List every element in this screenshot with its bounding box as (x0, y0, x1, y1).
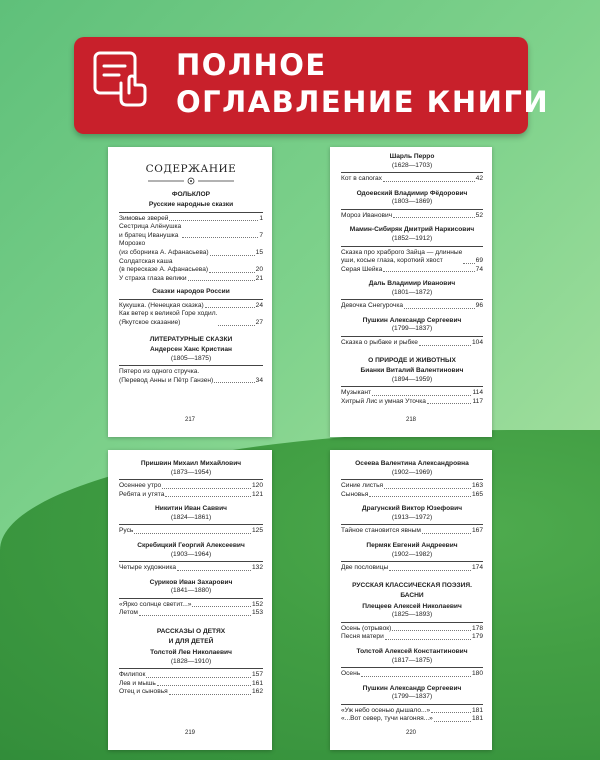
toc-entry (119, 491, 263, 500)
dot-leader (205, 307, 255, 308)
entry-title: Зимовье зверей (119, 214, 169, 222)
entry-title: Сказка про храброго Зайца — длинные уши, косые глаза, короткий хвост (341, 248, 463, 265)
toc-entry (341, 625, 483, 634)
divider (341, 246, 483, 247)
entry-page: 162 (251, 688, 263, 696)
author-name: Толстой Лев Николаевич (150, 649, 232, 656)
toc-entry (119, 601, 263, 610)
dot-leader (383, 181, 475, 182)
toc-entry (341, 564, 483, 573)
book-page-219 (108, 450, 272, 750)
dot-leader (372, 395, 471, 396)
entry-page: 104 (471, 339, 483, 346)
entry-page: 114 (472, 389, 483, 397)
author-name: Бианки Виталий Валентинович (360, 367, 464, 375)
entry-page: 21 (255, 274, 263, 282)
author-name: Суриков Иван Захарович (149, 578, 233, 586)
toc-entry (119, 310, 263, 327)
banner-title-line1: ПОЛНОЕ (176, 48, 327, 82)
entry-page: 34 (255, 376, 263, 384)
author-years: (1817—1875) (391, 656, 433, 664)
divider (119, 598, 263, 599)
divider (341, 667, 483, 668)
divider (119, 561, 263, 562)
background-swoosh (0, 430, 600, 760)
toc-entry (341, 249, 483, 266)
section-heading: БАСНИ (400, 592, 424, 600)
entry-title: Мороз Иванович (341, 211, 393, 219)
author-name: Андерсен Ханс Кристиан (149, 346, 233, 354)
divider (341, 172, 483, 173)
page-number: 218 (405, 417, 416, 424)
entry-title: Песня матери (341, 633, 384, 641)
entry-title: Синие листья (341, 482, 384, 490)
dot-leader (369, 496, 471, 497)
entry-title: Осень (341, 670, 361, 678)
page-number: 220 (405, 730, 416, 737)
toc-entry (119, 564, 263, 573)
section-heading: РУССКАЯ КЛАССИЧЕСКАЯ ПОЭЗИЯ. (352, 581, 472, 589)
author-years: (1803—1869) (391, 198, 433, 206)
subsection-heading: Русские народные сказки (148, 201, 234, 209)
divider (119, 479, 263, 480)
toc-entry (119, 275, 263, 284)
divider (341, 336, 483, 337)
author-name: Одоевский Владимир Фёдорович (356, 189, 468, 197)
entry-title: Отец и сыновья (119, 688, 168, 696)
entry-page: 1 (259, 214, 263, 222)
divider (341, 561, 483, 562)
entry-title: Русь (119, 527, 134, 535)
entry-title: Сыновья (341, 490, 369, 498)
toc-entry (119, 258, 263, 275)
book-page-218 (330, 147, 492, 437)
entry-title: Две пословицы (341, 564, 389, 572)
entry-title: Солдатская каша (в пересказе А. Афанасьева) (119, 257, 209, 274)
dot-leader (463, 263, 474, 264)
author-name: Толстой Алексей Константинович (356, 648, 468, 655)
dot-leader (182, 237, 258, 238)
entry-title: Музыкант (341, 389, 371, 397)
author-name: Пермяк Евгений Андреевич (366, 541, 458, 549)
toc-entry (341, 670, 483, 679)
divider (341, 479, 483, 480)
entry-page: 117 (472, 397, 483, 405)
author-years: (1873—1954) (170, 468, 212, 476)
dot-leader (404, 308, 475, 309)
dot-leader (165, 496, 251, 497)
divider (341, 299, 483, 300)
author-name: Никитин Иван Саввич (155, 505, 227, 513)
author-name: Пушкин Александр Сергеевич (362, 684, 462, 692)
entry-page: 96 (475, 302, 483, 310)
author-years: (1902—1969) (391, 468, 433, 476)
author-years: (1824—1861) (170, 513, 212, 521)
divider (119, 365, 263, 366)
dot-leader (188, 280, 255, 281)
entry-title: Морозко (из сборника А. Афанасьева) (119, 240, 209, 257)
banner-title-line2: ОГЛАВЛЕНИЕ КНИГИ (176, 85, 550, 119)
dot-leader (209, 272, 255, 273)
dot-leader (146, 677, 251, 678)
divider (119, 299, 263, 300)
entry-title: Девочка Снегурочка (341, 302, 404, 310)
dot-leader (385, 639, 471, 640)
entry-title: Летом (119, 609, 138, 617)
dot-leader (218, 325, 254, 326)
entry-title: Ребята и утята (119, 490, 165, 498)
toc-entry (341, 302, 483, 311)
author-name: Пришвин Михаил Михайлович (140, 460, 242, 467)
entry-page: 157 (251, 671, 263, 679)
entry-title: Осеннее утро (119, 482, 162, 490)
toc-entry (341, 491, 483, 500)
toc-entry (119, 527, 263, 536)
section-heading: ФОЛЬКЛОР (171, 190, 211, 198)
entry-page: 121 (251, 490, 263, 498)
entry-title: Осень (отрывок) (341, 624, 392, 632)
entry-page: 161 (251, 679, 263, 687)
author-years: (1828—1910) (170, 657, 212, 665)
dot-leader (392, 630, 471, 631)
entry-title: Кукушка. (Ненецкая сказка) (119, 301, 204, 309)
toc-entry (119, 223, 263, 240)
entry-title: Сестрица Алёнушка и братец Иванушка (119, 223, 182, 239)
entry-page: 132 (251, 564, 263, 572)
divider (119, 668, 263, 669)
entry-page: 152 (251, 600, 263, 608)
entry-title: Как ветер к великой Горе ходил. (Якутское сказание) (119, 310, 218, 326)
dot-leader (139, 615, 251, 616)
toc-entry (119, 671, 263, 680)
entry-title: «...Вот север, тучи нагоняя...» (341, 715, 433, 723)
dot-leader (393, 217, 475, 218)
dot-leader (361, 676, 471, 677)
toc-entry (341, 398, 483, 407)
book-page-220 (330, 450, 492, 750)
page-number: 217 (184, 417, 195, 424)
toc-entry (119, 609, 263, 618)
toc-entry (341, 266, 483, 275)
section-heading: О ПРИРОДЕ И ЖИВОТНЫХ (368, 356, 456, 364)
entry-title: «Ярко солнце светит...» (119, 600, 192, 608)
entry-page: 27 (255, 318, 263, 326)
section-heading: ЛИТЕРАТУРНЫЕ СКАЗКИ (149, 335, 233, 343)
entry-page: 153 (251, 609, 263, 617)
entry-page: 7 (259, 231, 263, 239)
toc-entry (341, 707, 483, 716)
author-name: Даль Владимир Иванович (368, 280, 456, 288)
entry-page: 174 (471, 564, 483, 572)
divider (341, 704, 483, 705)
entry-page: 179 (471, 633, 483, 641)
book-page-217 (108, 147, 272, 437)
entry-title: Тайное становится явным (341, 527, 421, 535)
divider (341, 386, 483, 387)
entry-page: 69 (475, 257, 483, 265)
toc-entry (341, 633, 483, 642)
entry-title: Пятеро из одного стручка. (Перевод Анны и Пётр Ганзен) (119, 368, 214, 384)
entry-page: 180 (471, 670, 483, 678)
toc-entry (119, 688, 263, 697)
dot-leader (214, 382, 254, 383)
dot-leader (431, 712, 471, 713)
author-name: Пушкин Александр Сергеевич (362, 316, 462, 324)
section-heading: РАССКАЗЫ О ДЕТЯХ (156, 627, 226, 635)
entry-title: У страха глаза велики (119, 274, 187, 282)
dot-leader (427, 403, 472, 404)
dot-leader (434, 721, 471, 722)
entry-page: 24 (255, 301, 263, 309)
entry-page: 165 (471, 490, 483, 498)
entry-title: Хитрый Лис и умная Уточка (341, 397, 426, 405)
dot-leader (389, 570, 471, 571)
author-years: (1913—1972) (391, 513, 433, 521)
divider (341, 622, 483, 623)
author-years: (1894—1959) (391, 375, 433, 383)
dot-leader (134, 533, 251, 534)
dot-leader (419, 345, 471, 346)
divider (119, 524, 263, 525)
author-years: (1841—1880) (170, 587, 212, 595)
dot-leader (383, 271, 474, 272)
subsection-heading: Сказки народов России (152, 288, 230, 296)
entry-page: 178 (471, 624, 483, 632)
toc-entry (341, 175, 483, 184)
entry-page: 15 (255, 249, 263, 257)
entry-title: Серая Шейка (341, 265, 383, 273)
contents-title: СОДЕРЖАНИЕ (145, 163, 237, 175)
toc-entry (341, 339, 483, 348)
author-years: (1852—1912) (391, 234, 433, 242)
dot-leader (177, 570, 251, 571)
author-years: (1628—1703) (391, 161, 433, 169)
entry-page: 181 (471, 706, 483, 714)
toc-entry (341, 389, 483, 398)
toc-entry (341, 527, 483, 536)
toc-entry (119, 240, 263, 257)
author-years: (1799—1837) (391, 693, 433, 701)
author-name: Мамин-Сибиряк Дмитрий Наркисович (349, 226, 475, 234)
entry-page: 20 (255, 266, 263, 274)
entry-title: Кот в сапогах (341, 175, 382, 183)
entry-title: «Уж небо осенью дышало...» (341, 706, 431, 714)
ornament-divider-icon (146, 177, 236, 185)
dot-leader (157, 685, 251, 686)
toc-entry (341, 715, 483, 724)
dot-leader (192, 606, 251, 607)
author-years: (1902—1982) (391, 550, 433, 558)
toc-entry (341, 482, 483, 491)
divider (119, 212, 263, 213)
entry-page: 125 (251, 527, 263, 535)
entry-title: Филипок (119, 671, 146, 679)
entry-page: 163 (471, 482, 483, 490)
entry-title: Четыре художника (119, 564, 177, 572)
dot-leader (169, 220, 258, 221)
entry-page: 120 (251, 482, 263, 490)
header-banner (74, 37, 550, 134)
author-name: Скребицкий Георгий Алексеевич (137, 541, 245, 549)
dot-leader (169, 694, 251, 695)
author-years: (1799—1837) (391, 325, 433, 333)
entry-page: 74 (475, 265, 483, 273)
dot-leader (210, 255, 255, 256)
section-heading: И ДЛЯ ДЕТЕЙ (168, 638, 214, 646)
entry-page: 42 (475, 175, 483, 183)
entry-title: Лев и мышь (119, 679, 156, 687)
author-name: Шарль Перро (389, 153, 435, 160)
document-tap-icon (91, 49, 151, 109)
dot-leader (422, 533, 471, 534)
dot-leader (384, 488, 471, 489)
toc-entry (119, 482, 263, 491)
entry-page: 181 (471, 715, 483, 723)
author-years: (1825—1893) (391, 611, 433, 619)
toc-entry (119, 680, 263, 689)
toc-entry (341, 212, 483, 221)
author-years: (1805—1875) (170, 354, 212, 362)
entry-page: 167 (471, 527, 483, 535)
author-name: Плещеев Алексей Николаевич (362, 602, 462, 610)
dot-leader (162, 488, 251, 489)
toc-entry (119, 215, 263, 224)
entry-page: 52 (475, 211, 483, 219)
divider (341, 524, 483, 525)
author-years: (1801—1872) (391, 288, 433, 296)
entry-title: Сказка о рыбаке и рыбке (341, 339, 418, 346)
page-number: 219 (184, 730, 195, 737)
author-name: Драгунский Виктор Юзефович (361, 505, 463, 513)
toc-entry (119, 368, 263, 385)
author-years: (1903—1964) (170, 550, 212, 558)
divider (341, 209, 483, 210)
author-name: Осеева Валентина Александровна (355, 460, 469, 467)
